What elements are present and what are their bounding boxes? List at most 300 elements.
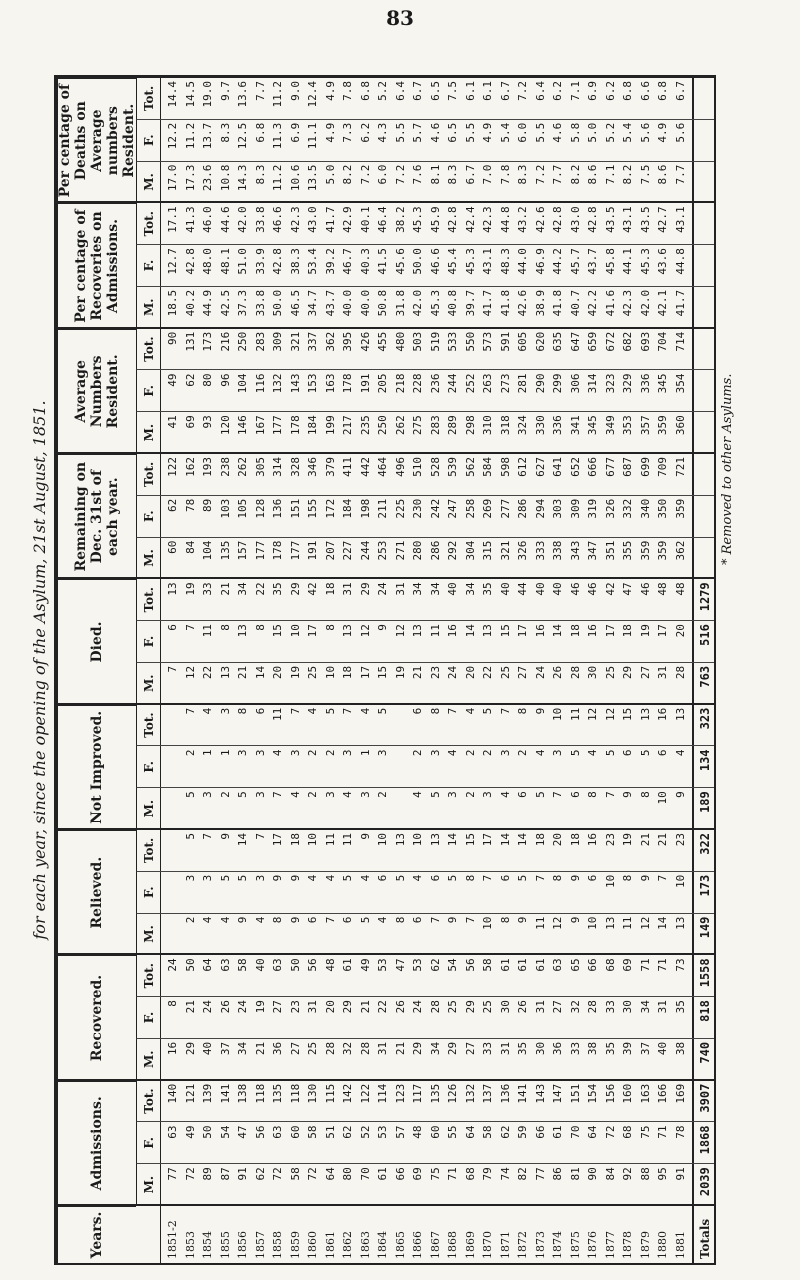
value-cell: 141: [516, 1083, 529, 1104]
value-cell: 455: [376, 331, 389, 352]
value-cell: 56: [306, 958, 319, 972]
value-cell: 68: [603, 958, 617, 972]
value-cell: 56: [253, 1125, 267, 1139]
value-cell: 59: [516, 1125, 529, 1139]
value-cell: 72: [271, 1167, 284, 1181]
value-cell: 48: [411, 1125, 424, 1139]
value-cell: 4: [306, 707, 319, 715]
value-cell: 43.1: [621, 206, 634, 233]
value-cell: 8.3: [446, 164, 459, 185]
value-cell: 60: [166, 540, 179, 554]
value-cell: 591: [498, 331, 512, 352]
value-cell: 13: [341, 624, 354, 638]
value-cell: [164, 833, 181, 871]
table-row: [514, 77, 531, 1263]
value-cell: 627: [533, 457, 547, 477]
value-cell: 46: [586, 582, 599, 596]
value-cell: 5: [603, 749, 617, 757]
value-cell: 11: [428, 624, 442, 638]
value-cell: 207: [323, 540, 337, 561]
value-cell: 62: [166, 498, 179, 513]
value-cell: 43.6: [656, 248, 669, 275]
value-cell: 7.7: [253, 81, 267, 101]
value-cell: 12.4: [306, 81, 319, 108]
value-cell: 27: [463, 1041, 477, 1056]
value-cell: 42.5: [218, 289, 232, 317]
value-cell: 62: [253, 1167, 267, 1181]
value-cell: 117: [411, 1083, 424, 1104]
value-cell: 7: [341, 707, 354, 715]
value-cell: 17.0: [166, 164, 179, 192]
value-cell: 351: [603, 540, 617, 561]
value-cell: 236: [428, 373, 442, 394]
value-cell: 92: [621, 1167, 634, 1181]
value-cell: 17: [481, 833, 494, 847]
value-cell: 10: [551, 707, 564, 721]
value-cell: 8: [393, 916, 407, 924]
value-cell: 50.0: [271, 289, 284, 317]
value-cell: 573: [481, 331, 494, 352]
value-cell: 66: [533, 1125, 547, 1139]
value-cell: 42.9: [341, 206, 354, 233]
value-cell: 141: [218, 1083, 232, 1104]
value-cell: 7: [481, 874, 494, 882]
value-cell: 5.7: [411, 122, 424, 143]
value-cell: 40.0: [341, 289, 354, 317]
value-cell: 6: [411, 707, 424, 715]
value-cell: 7: [533, 874, 547, 882]
value-cell: 45.3: [638, 248, 652, 275]
value-cell: 40.8: [446, 289, 459, 317]
value-cell: 191: [358, 373, 372, 394]
value-cell: [392, 708, 409, 746]
value-cell: 136: [498, 1083, 512, 1104]
year-cell: 1876: [586, 1231, 599, 1259]
value-cell: 14: [498, 833, 512, 847]
value-cell: 88: [638, 1167, 652, 1181]
value-cell: 7.7: [551, 164, 564, 185]
value-cell: 721: [673, 457, 687, 477]
value-cell: 503: [411, 331, 424, 352]
value-cell: 31: [533, 1000, 547, 1014]
value-cell: 86: [551, 1167, 564, 1181]
value-cell: 11: [533, 916, 547, 930]
value-cell: 258: [463, 498, 477, 519]
value-cell: 191: [306, 540, 319, 561]
value-cell: 54: [218, 1125, 232, 1139]
total-cell: [694, 415, 716, 453]
value-cell: 252: [463, 373, 477, 394]
value-cell: 57: [393, 1125, 407, 1139]
table-row: [269, 77, 286, 1263]
group-header-5: Died.: [58, 578, 136, 703]
value-cell: 6: [428, 874, 442, 882]
value-cell: 641: [551, 457, 564, 477]
value-cell: 33.8: [253, 206, 267, 233]
value-cell: 54: [446, 958, 459, 972]
column-rule: [160, 871, 714, 872]
value-cell: 84: [183, 540, 197, 554]
value-cell: [164, 708, 181, 746]
value-cell: 193: [201, 457, 214, 477]
value-cell: 6.8: [656, 81, 669, 101]
table-title: for each year, since the opening of the Asylum, 21st August, 1851.: [30, 75, 56, 1265]
value-cell: 29: [183, 1041, 197, 1056]
value-cell: 3: [201, 791, 214, 798]
value-cell: 27: [271, 1000, 284, 1014]
value-cell: 34: [236, 582, 249, 596]
value-cell: 130: [306, 1083, 319, 1104]
value-cell: 11.2: [271, 81, 284, 108]
value-cell: 118: [253, 1083, 267, 1104]
value-cell: 326: [516, 540, 529, 561]
value-cell: 75: [428, 1167, 442, 1181]
column-header: F.: [136, 119, 160, 161]
table-row: [584, 77, 601, 1263]
scanned-table-page: [0, 30, 800, 1280]
value-cell: 24: [446, 665, 459, 680]
value-cell: 50: [201, 1125, 214, 1139]
value-cell: 8.6: [586, 164, 599, 185]
value-cell: 33.9: [253, 248, 267, 275]
value-cell: 30: [498, 1000, 512, 1014]
value-cell: 31.8: [393, 289, 407, 317]
value-cell: 292: [446, 540, 459, 561]
column-header: Tot.: [136, 202, 160, 244]
value-cell: 25: [481, 1000, 494, 1014]
value-cell: 13: [673, 707, 687, 721]
value-cell: 38.2: [393, 206, 407, 233]
value-cell: 666: [586, 457, 599, 477]
value-cell: 12.7: [166, 248, 179, 275]
value-cell: 336: [551, 415, 564, 436]
total-cell: [694, 373, 716, 411]
value-cell: 131: [183, 331, 197, 352]
year-cell: 1857: [253, 1231, 267, 1259]
value-cell: 60: [428, 1125, 442, 1139]
value-cell: 151: [568, 1083, 582, 1104]
value-cell: 46: [638, 582, 652, 596]
value-cell: 359: [656, 540, 669, 561]
value-cell: 50: [288, 958, 302, 972]
column-rule: [58, 76, 714, 78]
total-cell: 740: [698, 1041, 712, 1064]
value-cell: 43.1: [481, 248, 494, 275]
value-cell: 6: [586, 874, 599, 882]
table-row: [567, 77, 584, 1263]
value-cell: 379: [323, 457, 337, 477]
value-cell: 8: [323, 624, 337, 631]
value-cell: 48: [323, 958, 337, 972]
value-cell: 29: [411, 1041, 424, 1056]
value-cell: 122: [358, 1083, 372, 1104]
value-cell: 11.2: [271, 164, 284, 192]
value-cell: 584: [481, 457, 494, 477]
group-header-0: Years.: [58, 1205, 136, 1263]
value-cell: 269: [481, 498, 494, 519]
value-cell: 40: [656, 1041, 669, 1056]
value-cell: 42.3: [481, 206, 494, 233]
value-cell: 63: [271, 958, 284, 972]
value-cell: 7.8: [341, 81, 354, 101]
year-cell: 1879: [638, 1231, 652, 1259]
value-cell: 362: [323, 331, 337, 352]
value-cell: 2: [516, 749, 529, 757]
value-cell: 275: [411, 415, 424, 436]
year-cell: 1864: [376, 1231, 389, 1259]
value-cell: 16: [166, 1041, 179, 1056]
value-cell: 39: [621, 1041, 634, 1056]
value-cell: 6.8: [621, 81, 634, 101]
value-cell: 40: [533, 582, 547, 596]
total-cell: 134: [698, 749, 712, 772]
value-cell: 39.2: [323, 248, 337, 275]
year-cell: 1870: [481, 1231, 494, 1259]
column-header: M.: [136, 913, 160, 955]
value-cell: 46.6: [271, 206, 284, 233]
value-cell: 64: [201, 958, 214, 972]
value-cell: 4: [358, 707, 372, 715]
value-cell: 19: [253, 1000, 267, 1014]
column-rule: [160, 286, 714, 287]
table-frame: [56, 75, 716, 1265]
value-cell: 2: [463, 791, 477, 798]
value-cell: 14: [236, 833, 249, 847]
value-cell: 77: [533, 1167, 547, 1181]
value-cell: 8.2: [341, 164, 354, 185]
value-cell: 4: [323, 874, 337, 882]
value-cell: 58: [236, 958, 249, 972]
value-cell: 43.5: [638, 206, 652, 233]
value-cell: 177: [253, 540, 267, 561]
value-cell: 12: [551, 916, 564, 930]
value-cell: 3: [201, 874, 214, 882]
value-cell: 8.1: [428, 164, 442, 185]
value-cell: 61: [516, 958, 529, 972]
value-cell: 7: [288, 707, 302, 715]
value-cell: 44.1: [621, 248, 634, 275]
header-rule: [160, 77, 161, 1263]
value-cell: 72: [183, 1167, 197, 1181]
table-row: [234, 77, 251, 1263]
value-cell: 464: [376, 457, 389, 477]
value-cell: 3: [376, 749, 389, 757]
value-cell: 114: [376, 1083, 389, 1104]
value-cell: 3: [183, 874, 197, 882]
value-cell: 4: [446, 749, 459, 757]
value-cell: [164, 791, 181, 829]
value-cell: 34: [638, 1000, 652, 1014]
value-cell: 225: [393, 498, 407, 519]
total-cell: 1868: [698, 1125, 712, 1155]
value-cell: 283: [253, 331, 267, 352]
value-cell: 306: [568, 373, 582, 394]
value-cell: 11.1: [306, 122, 319, 150]
value-cell: 6: [568, 791, 582, 798]
value-cell: 80: [341, 1167, 354, 1181]
value-cell: 4.3: [376, 122, 389, 143]
value-cell: 48.0: [201, 248, 214, 275]
value-cell: 6.1: [463, 81, 477, 101]
total-cell: [694, 248, 716, 286]
table-row: [182, 77, 199, 1263]
value-cell: 14: [551, 624, 564, 638]
value-cell: 7.2: [393, 164, 407, 185]
value-cell: 8.2: [621, 164, 634, 185]
value-cell: 87: [218, 1167, 232, 1181]
value-cell: 51: [323, 1125, 337, 1139]
value-cell: 24: [376, 582, 389, 596]
year-cell: 1872: [516, 1231, 529, 1259]
value-cell: 23: [603, 833, 617, 847]
value-cell: 323: [603, 373, 617, 394]
value-cell: 70: [568, 1125, 582, 1139]
total-cell: [694, 290, 716, 328]
value-cell: 4: [341, 791, 354, 798]
value-cell: 42.8: [551, 206, 564, 233]
value-cell: 9: [271, 874, 284, 882]
value-cell: 23: [673, 833, 687, 847]
value-cell: 120: [218, 415, 232, 436]
value-cell: 4.9: [323, 81, 337, 101]
value-cell: 79: [481, 1167, 494, 1181]
value-cell: 13: [411, 624, 424, 638]
value-cell: 143: [533, 1083, 547, 1104]
value-cell: 36: [271, 1041, 284, 1056]
value-cell: 122: [166, 457, 179, 477]
value-cell: 13: [236, 624, 249, 638]
value-cell: 480: [393, 331, 407, 352]
column-rule: [160, 620, 714, 621]
value-cell: 143: [288, 373, 302, 394]
value-cell: 140: [166, 1083, 179, 1104]
value-cell: 23: [288, 1000, 302, 1014]
value-cell: 15: [621, 707, 634, 721]
table-row: [339, 77, 356, 1263]
value-cell: 29: [341, 1000, 354, 1014]
value-cell: 346: [306, 457, 319, 477]
value-cell: 5: [533, 791, 547, 798]
value-cell: 12: [183, 665, 197, 680]
value-cell: 11: [341, 833, 354, 847]
value-cell: 5.0: [586, 122, 599, 143]
value-cell: 53.4: [306, 248, 319, 275]
value-cell: 17: [271, 833, 284, 847]
value-cell: 137: [481, 1083, 494, 1104]
year-cell: 1854: [201, 1231, 214, 1259]
group-header-4: Not Improved.: [58, 704, 136, 829]
value-cell: 5: [638, 749, 652, 757]
column-header: Tot.: [136, 704, 160, 746]
year-cell: 1869: [463, 1231, 477, 1259]
value-cell: 9: [236, 916, 249, 924]
value-cell: 332: [621, 498, 634, 519]
value-cell: 89: [201, 498, 214, 513]
value-cell: 18: [568, 833, 582, 847]
value-cell: 21: [411, 665, 424, 680]
value-cell: 347: [586, 540, 599, 561]
group-header-3: Relieved.: [58, 829, 136, 954]
value-cell: 550: [463, 331, 477, 352]
year-cell: 1874: [551, 1231, 564, 1259]
value-cell: 34: [428, 1041, 442, 1056]
value-cell: 17: [656, 624, 669, 638]
column-rule: [160, 244, 714, 245]
value-cell: 103: [218, 498, 232, 519]
value-cell: 18: [533, 833, 547, 847]
column-header: M.: [136, 787, 160, 829]
value-cell: 9: [288, 874, 302, 882]
group-header-9: Per centage of Deaths on Average numbers Resident.: [58, 77, 136, 202]
value-cell: 46.5: [288, 289, 302, 317]
value-cell: 349: [603, 415, 617, 436]
value-cell: 9: [638, 874, 652, 882]
value-cell: 44.8: [498, 206, 512, 233]
total-cell: [694, 457, 716, 495]
value-cell: 528: [428, 457, 442, 477]
value-cell: 45.3: [411, 206, 424, 233]
value-cell: 359: [656, 415, 669, 436]
value-cell: 29: [621, 665, 634, 680]
value-cell: 343: [568, 540, 582, 561]
value-cell: 5: [428, 791, 442, 798]
value-cell: 17.3: [183, 164, 197, 192]
value-cell: 16: [586, 833, 599, 847]
value-cell: 12: [638, 916, 652, 930]
value-cell: 510: [411, 457, 424, 477]
totals-row: [694, 77, 716, 1263]
value-cell: 12.2: [166, 122, 179, 150]
value-cell: 12.5: [236, 122, 249, 150]
value-cell: 62: [428, 958, 442, 972]
value-cell: 89: [201, 1167, 214, 1181]
value-cell: 14: [446, 833, 459, 847]
year-cell: 1878: [621, 1231, 634, 1259]
value-cell: 178: [341, 373, 354, 394]
value-cell: 132: [463, 1083, 477, 1104]
value-cell: 34: [428, 582, 442, 596]
value-cell: 21: [236, 665, 249, 680]
value-cell: 5.2: [376, 81, 389, 101]
value-cell: 7: [428, 916, 442, 924]
total-cell: 516: [698, 624, 712, 646]
value-cell: 22: [201, 665, 214, 680]
table-row: [532, 77, 549, 1263]
value-cell: 153: [306, 373, 319, 394]
value-cell: 34.7: [306, 289, 319, 317]
value-cell: 4: [218, 916, 232, 924]
value-cell: 6.9: [586, 81, 599, 101]
value-cell: 5: [393, 874, 407, 882]
value-cell: 205: [376, 373, 389, 394]
value-cell: 330: [533, 415, 547, 436]
value-cell: 7: [201, 833, 214, 840]
value-cell: 62: [341, 1125, 354, 1139]
value-cell: 18.5: [166, 289, 179, 317]
value-cell: 40: [253, 958, 267, 972]
value-cell: 286: [428, 540, 442, 561]
total-cell: 3907: [698, 1083, 712, 1113]
value-cell: 562: [463, 457, 477, 477]
value-cell: 13: [393, 833, 407, 847]
value-cell: 41.3: [183, 206, 197, 233]
value-cell: 104: [236, 373, 249, 394]
value-cell: 29: [358, 582, 372, 596]
value-cell: 80: [201, 373, 214, 387]
value-cell: 18: [568, 624, 582, 638]
value-cell: 21: [393, 1041, 407, 1056]
column-rule: [160, 537, 714, 538]
